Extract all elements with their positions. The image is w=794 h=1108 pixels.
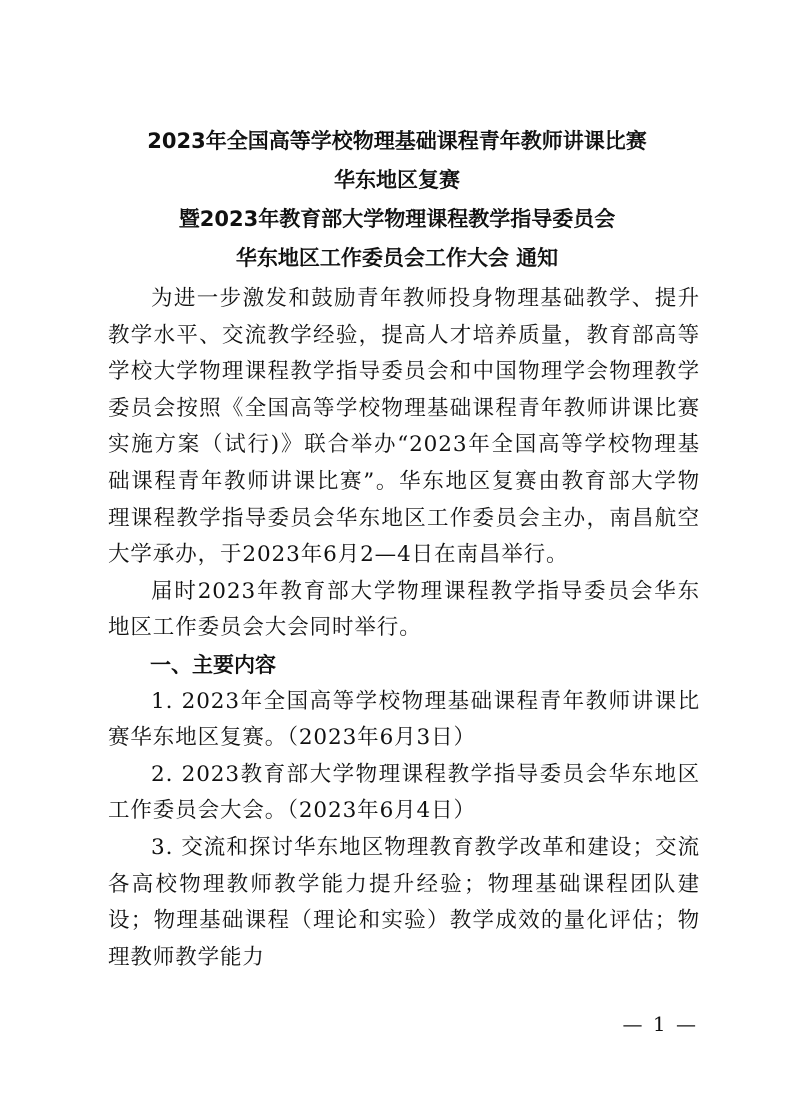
list-item-1: 1. 2023年全国高等学校物理基础课程青年教师讲课比赛华东地区复赛。（2023年6月3日） <box>108 688 700 751</box>
title-line-3: 暨2023年教育部大学物理课程教学指导委员会 <box>178 207 616 231</box>
title-line-2: 华东地区复赛 <box>334 168 460 192</box>
title-line-1: 2023年全国高等学校物理基础课程青年教师讲课比赛 <box>147 129 647 153</box>
document-body <box>108 281 700 976</box>
list-item-3: 3. 交流和探讨华东地区物理教育教学改革和建设；交流各高校物理教师教学能力提升经验；物理基础课程团队建设；物理基础课程（理论和实验）教学成效的量化评估；物理教师教学能力 <box>108 834 700 970</box>
title-line-4: 华东地区工作委员会工作大会 通知 <box>235 246 559 270</box>
list-item-2: 2. 2023教育部大学物理课程教学指导委员会华东地区工作委员会大会。（2023年6月4日） <box>108 761 700 824</box>
paragraph-intro: 为进一步激发和鼓励青年教师投身物理基础教学、提升教学水平、交流教学经验，提高人才培养质量，教育部高等学校大学物理课程教学指导委员会和中国物理学会物理教学委员会按照《全国高等学校物理基础课程青年教师讲课比赛实施方案（试行)》联合举办“2023年全国高等学校物理基础课程青年教师讲课比赛”。华东地区复赛由教育部大学物理课程教学指导委员会华东地区工作委员会主办，南昌航空大学承办，于2023年6月2—4日在南昌举行。 <box>108 286 700 568</box>
document-title <box>0 122 794 278</box>
paragraph-conference: 届时2023年教育部大学物理课程教学指导委员会华东地区工作委员会大会同时举行。 <box>108 578 700 641</box>
page-number: — 1 — <box>622 1012 698 1036</box>
section-heading: 一、主要内容 <box>150 652 276 677</box>
